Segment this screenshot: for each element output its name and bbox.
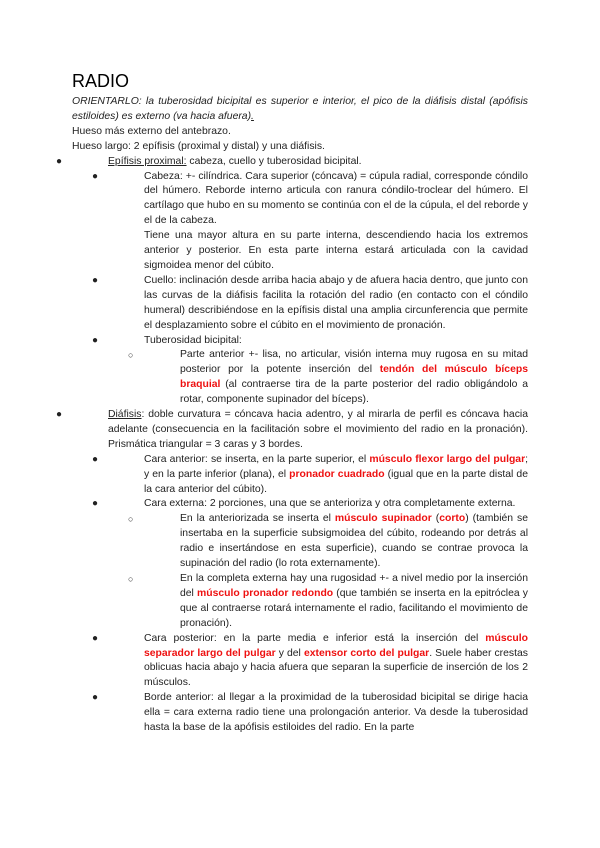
tuberosidad-text: Tuberosidad bicipital: (144, 334, 242, 346)
cara-anterior-a: Cara anterior: se inserta, en la parte superior, el (144, 453, 370, 465)
bullet-icon: ● (92, 334, 99, 346)
externa1-a: En la anteriorizada se inserta el (180, 513, 335, 525)
cara-externa-text: Cara externa: 2 porciones, una que se anterioriza y otra completamente externa. (144, 498, 516, 510)
externa2-a: En la completa externa hay una rugosidad +- a nivel medio por la inserción del (180, 573, 528, 599)
diafisis-label: Diáfisis (108, 409, 142, 421)
page-title: RADIO (72, 71, 130, 91)
tub-text-b: (al contraerse tira de la parte posterior del radio obligándolo a rotar, componente supinador del bíceps). (180, 379, 528, 406)
externa1-b: ( (431, 513, 440, 525)
list-item-cara-posterior (92, 632, 528, 692)
bullet-icon: ● (56, 409, 63, 421)
list-item-cara-externa (92, 497, 528, 631)
bullet-icon: ● (92, 498, 99, 510)
bullet-icon: ● (92, 692, 99, 704)
cara-posterior-a: Cara posterior: en la parte media e inferior está la inserción del (144, 632, 486, 644)
cara-posterior-b: y del (275, 647, 304, 659)
cara-anterior-b: ; y en la parte inferior (plana), el (144, 453, 529, 480)
orientation-note (72, 95, 528, 125)
cuello-text: Cuello: inclinación desde arriba hacia abajo y de afuera hacia dentro, que junto con las curvas de la diáfisis facilita la rotación del radio (en contacto con el cóndilo humeral) describiéndose en la epífisis distal una amplia circunferencia que permite el desplazamiento sobre el cúbito en el movimiento de pronación. (144, 274, 528, 331)
cara-anterior-c: (igual que en la parte distal de la cara anterior del cúbito). (144, 468, 528, 495)
list-item-tuberosidad-sub (128, 348, 528, 408)
orientation-tail: . (251, 110, 254, 122)
corto-highlight: corto (439, 513, 466, 525)
list-item-externa-anteriorizada (128, 512, 528, 572)
bullet-icon: ● (92, 453, 99, 465)
separador-largo-highlight: músculo separador largo del pulgar (144, 632, 528, 659)
borde-anterior-text: Borde anterior: al llegar a la proximidad de la tuberosidad bicipital se dirige hacia ella = cara externa radio tiene una prolongación anterior. Va desde la tuberosidad hasta la base de la apófisis estiloides del radio. En la parte (144, 692, 528, 734)
bullet-icon: ● (92, 170, 99, 182)
cabeza-text-2: Tiene una mayor altura en su parte interna, descendiendo hacia los extremos anterior y posterior. En esta parte interna estará articulada con la cavidad sigmoidea menor del cúbito. (144, 230, 528, 271)
intro-line-2: Hueso largo: 2 epífisis (proximal y distal) y una diáfisis. (72, 140, 325, 152)
cara-posterior-c: . Suele haber crestas oblicuas hacia abajo y hacia afuera que separan la superficie de inserción de los 2 músculos. (144, 647, 528, 689)
tub-text-a: Parte anterior +- lisa, no articular, visión interna muy rugosa en su mitad posterior por la potente inserción del (180, 349, 528, 376)
bullet-icon: ● (92, 274, 99, 286)
pronador-redondo-highlight: músculo pronador redondo (197, 587, 334, 599)
list-item-tuberosidad (92, 334, 528, 409)
diafisis-text: : doble curvatura = cóncava hacia adentro, y al mirarla de perfil es cóncava hacia adelante (consecuencia en la facilitación sobre el movimiento del radio en la pronación). Prismática triangular = 3 caras y 3 bordes. (108, 409, 528, 450)
intro-line-1: Hueso más externo del antebrazo. (72, 125, 231, 137)
circle-bullet-icon: ○ (128, 574, 134, 584)
flexor-largo-highlight: músculo flexor largo del pulgar (369, 453, 526, 465)
supinador-highlight: músculo supinador (334, 513, 432, 525)
epifisis-text: cabeza, cuello y tuberosidad bicipital. (186, 155, 362, 167)
externa1-c: ) (también se insertaba en la superficie subsigmoidea del cúbito, rodeando por detrás al radio e insertándose en esta superficie), cuando se contrae provoca la supinación del radio (lo rota externamente). (180, 513, 528, 570)
bullet-icon: ● (92, 632, 99, 644)
list-item-borde-anterior (92, 691, 528, 736)
cabeza-text: Cabeza: +- cilíndrica. Cara superior (cóncava) = cúpula radial, corresponde cóndilo del húmero. Reborde interno articula con ranura cóndilo-troclear del húmero. El cartílago que hubo en su momento se continúa con el de la cúpula, el del reborde y el de la cabeza. (144, 170, 528, 227)
list-item-epifisis (56, 155, 528, 408)
list-item-cuello (92, 274, 528, 334)
orientation-text: ORIENTARLO: la tuberosidad bicipital es superior e interior, el pico de la diáfisis distal (apófisis estiloides) es externo (va hacia afuera) (72, 96, 528, 122)
list-item-diafisis (56, 408, 529, 736)
list-item-cabeza (92, 170, 528, 274)
tendon-biceps-highlight: tendón del músculo bíceps braquial (180, 364, 528, 391)
document-page (56, 70, 529, 736)
bullet-icon: ● (56, 155, 63, 167)
pronador-cuadrado-highlight: pronador cuadrado (289, 468, 385, 480)
list-item-cara-anterior (92, 453, 529, 498)
epifisis-label: Epífisis proximal: (108, 155, 187, 167)
extensor-corto-highlight: extensor corto del pulgar (303, 647, 430, 659)
list-item-externa-completa (128, 572, 528, 632)
circle-bullet-icon: ○ (128, 350, 134, 361)
externa2-b: (que también se inserta en la epitróclea y que al contraerse rotará internamente el radio, facilitando el movimiento de pronación). (180, 587, 528, 629)
circle-bullet-icon: ○ (128, 514, 134, 525)
